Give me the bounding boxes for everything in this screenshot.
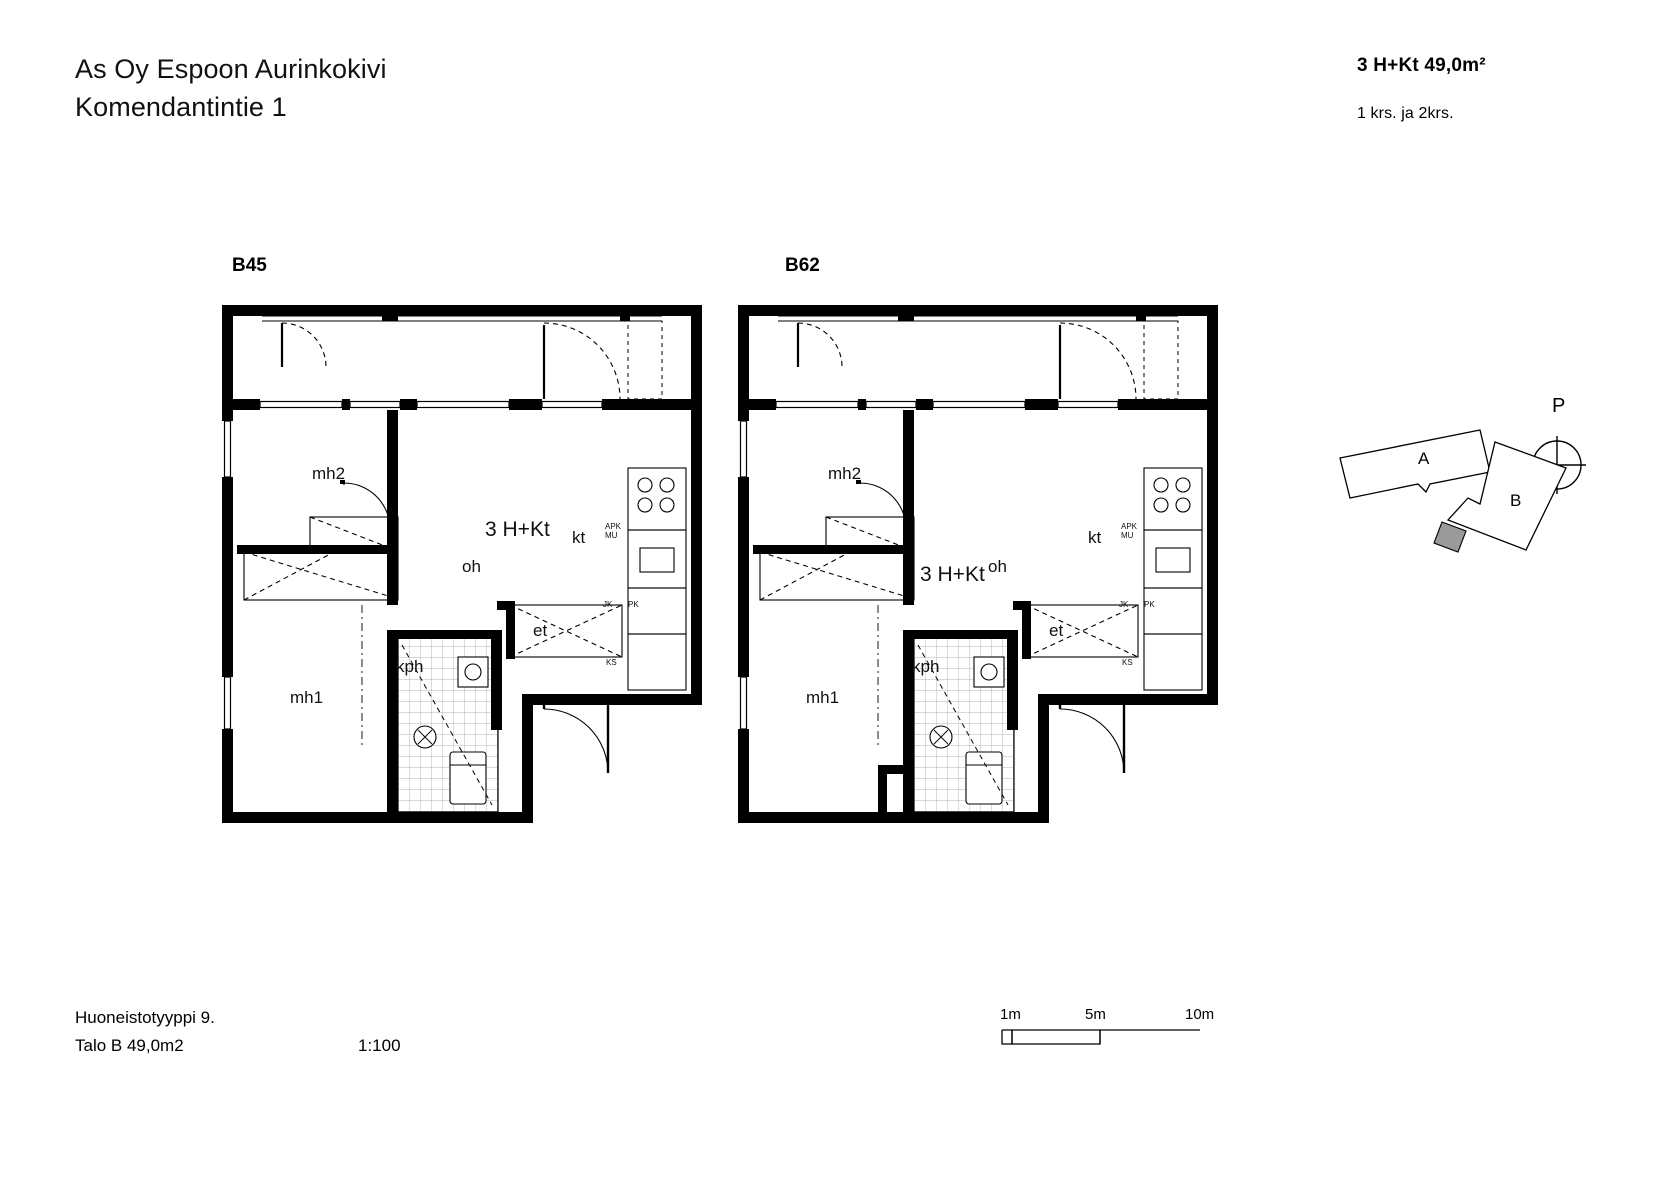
appliance-label-dryer-b45: KS — [606, 658, 617, 667]
site-building-a-label: A — [1418, 449, 1430, 468]
room-label-oh-b45: oh — [462, 557, 481, 576]
scale-bar — [1000, 1006, 1220, 1066]
appliance-label-fridge-b62: JK — [1119, 600, 1129, 609]
page-title — [75, 50, 387, 126]
footer-text — [75, 1004, 215, 1060]
room-label-kph-b62: kph — [912, 657, 940, 676]
room-label-oh-b62: oh — [988, 557, 1007, 576]
apartment-type-number: Huoneistotyyppi 9. — [75, 1008, 215, 1027]
house-area: Talo B 49,0m2 — [75, 1036, 184, 1055]
site-building-b-label: B — [1510, 491, 1522, 510]
room-label-mh1-b62: mh1 — [806, 688, 840, 707]
appliance-label-freezer-b45: PK — [628, 600, 639, 609]
scale-ratio: 1:100 — [358, 1036, 401, 1055]
room-label-et-b45: et — [533, 621, 548, 640]
appliance-label-oven-b62: APK MU — [1121, 522, 1138, 540]
room-label-et-b62: et — [1049, 621, 1064, 640]
room-label-kph-b45: kph — [396, 657, 424, 676]
room-label-mh2-b62: mh2 — [828, 464, 862, 483]
scale-tick-10m: 10m — [1185, 1006, 1215, 1023]
room-label-type-b45: 3 H+Kt — [485, 518, 550, 541]
apartment-type-block — [1357, 55, 1607, 123]
unit-label-b62: B62 — [785, 255, 820, 276]
room-label-type-b62: 3 H+Kt — [920, 563, 985, 586]
compass-label: P — [1552, 395, 1566, 417]
street-address: Komendantintie 1 — [75, 92, 287, 122]
company-name: As Oy Espoon Aurinkokivi — [75, 54, 387, 84]
scale-tick-1m: 1m — [1000, 1006, 1021, 1023]
scale-tick-5m: 5m — [1085, 1006, 1106, 1023]
appliance-label-fridge-b45: JK — [603, 600, 613, 609]
appliance-label-dryer-b62: KS — [1122, 658, 1133, 667]
appliance-label-freezer-b62: PK — [1144, 600, 1155, 609]
unit-label-b45: B45 — [232, 255, 267, 276]
room-label-mh2-b45: mh2 — [312, 464, 346, 483]
room-label-kt-b45: kt — [572, 528, 586, 547]
site-plan — [1330, 400, 1630, 690]
apartment-type: 3 H+Kt 49,0m² — [1357, 55, 1486, 76]
appliance-label-oven-b45: APK MU — [605, 522, 622, 540]
floor-info: 1 krs. ja 2krs. — [1357, 105, 1454, 122]
room-label-kt-b62: kt — [1088, 528, 1102, 547]
room-label-mh1-b45: mh1 — [290, 688, 324, 707]
